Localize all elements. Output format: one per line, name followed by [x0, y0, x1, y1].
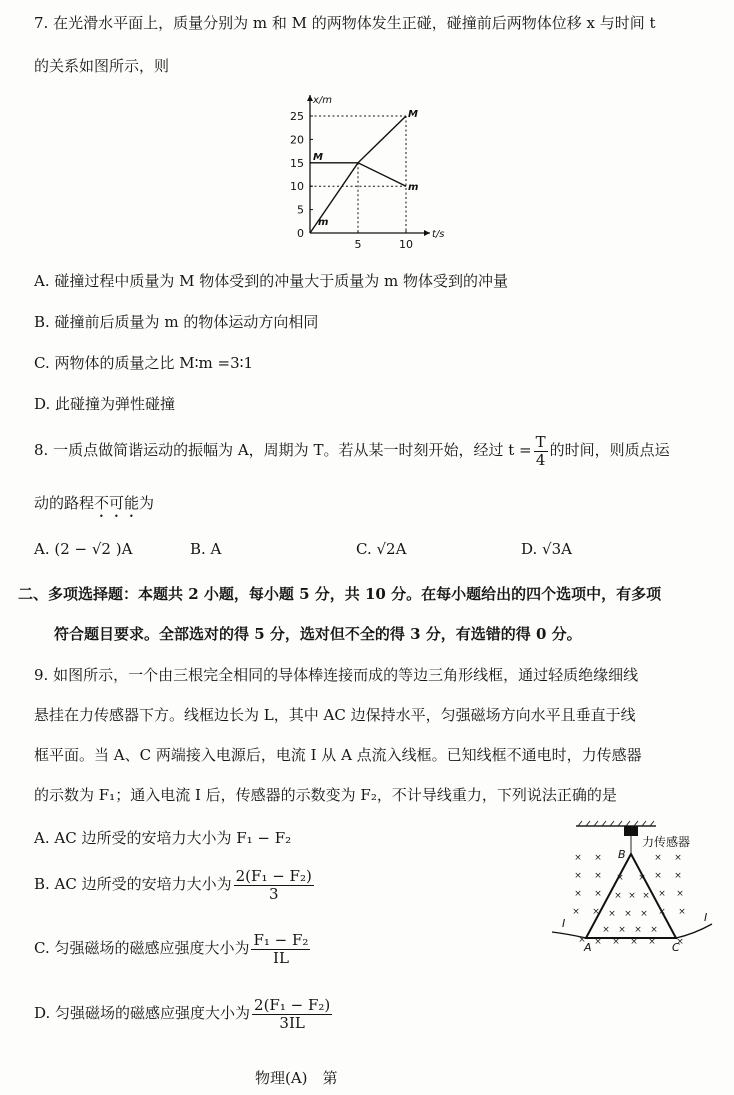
- q9-option-a: A. AC 边所受的安培力大小为 F₁ − F₂: [34, 829, 292, 847]
- q8-stem-line2: [34, 492, 154, 521]
- y-tick-label: 25: [290, 110, 304, 123]
- q8-stem-line2-b: 为: [139, 494, 155, 512]
- section2-line2: 符合题目要求。全部选对的得 5 分，选对但不全的得 3 分，有选错的得 0 分。: [54, 625, 582, 643]
- q7-option-b: B. 碰撞前后质量为 m 的物体运动方向相同: [34, 313, 319, 331]
- q9-option-b-text: B. AC 边所受的安培力大小为: [34, 875, 232, 893]
- field-cross-mark: ×: [618, 925, 626, 935]
- x-axis-label: t/s: [432, 229, 445, 240]
- field-cross-mark: ×: [624, 909, 632, 919]
- y-axis-label: x/m: [313, 94, 333, 106]
- y-tick-label: 10: [290, 180, 304, 194]
- field-cross-mark: ×: [654, 871, 662, 881]
- field-cross-mark: ×: [574, 871, 582, 881]
- q7-option-a: A. 碰撞过程中质量为 M 物体受到的冲量大于质量为 m 物体受到的冲量: [34, 272, 509, 290]
- vertex-b-label: B: [618, 848, 626, 861]
- q8-stem-part2: 的时间，则质点运: [549, 441, 670, 459]
- field-cross-mark: ×: [674, 871, 682, 881]
- y-tick-label: 5: [297, 203, 304, 217]
- field-cross-mark: ×: [592, 907, 600, 917]
- field-cross-mark: ×: [678, 907, 686, 917]
- x-tick-label: 5: [354, 238, 362, 250]
- q8-option-b: B. A: [190, 540, 222, 558]
- current-left-label: I: [562, 917, 566, 930]
- q8-fraction: [534, 434, 548, 469]
- q8-option-a: A. (2 − √2 )A: [34, 540, 133, 558]
- field-cross-mark: ×: [658, 889, 666, 899]
- q9-option-b-num: 2(F₁ − F₂): [235, 866, 312, 885]
- field-cross-mark: ×: [608, 909, 616, 919]
- field-cross-mark: ×: [612, 937, 620, 947]
- q7-option-d: D. 此碰撞为弹性碰撞: [34, 395, 176, 413]
- q7-stem-line1: 7. 在光滑水平面上，质量分别为 m 和 M 的两物体发生正碰，碰撞前后两物体位移 x 与时间 t: [34, 14, 656, 32]
- vertex-a-label: A: [584, 941, 592, 954]
- q9-option-c-frac: [251, 932, 310, 967]
- vertex-c-label: C: [672, 941, 680, 954]
- field-cross-mark: ×: [574, 889, 582, 899]
- field-cross-mark: ×: [628, 891, 636, 901]
- q8-option-d: D. √3A: [521, 540, 572, 558]
- q9-line1: 9. 如图所示，一个由三根完全相同的导体棒连接而成的等边三角形线框，通过轻质绝缘细线: [34, 666, 639, 684]
- q9-line4: 的示数为 F₁；通入电流 I 后，传感器的示数变为 F₂，不计导线重力，下列说法正确的是: [34, 786, 617, 804]
- field-cross-mark: ×: [638, 873, 646, 883]
- q9-option-b-frac: [234, 868, 314, 903]
- label-m-end: m: [408, 182, 419, 194]
- y-tick-label: 20: [290, 133, 304, 147]
- q8-stem-line1: [34, 432, 670, 469]
- q9-option-d: [34, 995, 334, 1032]
- q7-stem-line2: 的关系如图所示，则: [34, 57, 170, 75]
- q9-option-c: [34, 930, 312, 967]
- lead-right: [676, 924, 712, 938]
- q8-option-c: C. √2A: [356, 540, 407, 558]
- q8-frac-den: 4: [535, 450, 546, 469]
- field-cross-mark: ×: [616, 873, 624, 883]
- q9-option-d-text: D. 匀强磁场的磁感应强度大小为: [34, 1004, 251, 1022]
- q9-option-c-text: C. 匀强磁场的磁感应强度大小为: [34, 939, 250, 957]
- y-tick-label: 15: [290, 156, 304, 170]
- q9-option-c-num: F₁ − F₂: [253, 930, 309, 949]
- label-m-start: m: [318, 217, 329, 228]
- force-sensor: [624, 826, 638, 836]
- q8-stem-line2-a: 动的路程: [34, 494, 95, 512]
- field-cross-mark: ×: [634, 925, 642, 935]
- q9-option-b: [34, 866, 316, 903]
- q9-line3: 框平面。当 A、C 两端接入电源后，电流 I 从 A 点流入线框。已知线框不通电时，力传感器: [34, 746, 642, 764]
- field-cross-mark: ×: [676, 937, 684, 947]
- field-cross-mark: ×: [594, 889, 602, 899]
- q9-option-b-den: 3: [268, 884, 279, 903]
- sensor-label: 力传感器: [642, 835, 691, 849]
- q9-option-d-den: 3IL: [279, 1013, 305, 1032]
- field-cross-mark: ×: [574, 853, 582, 863]
- q9-option-c-den: IL: [273, 948, 289, 967]
- current-right-label: I: [704, 911, 708, 924]
- field-cross-mark: ×: [676, 889, 684, 899]
- field-cross-mark: ×: [602, 925, 610, 935]
- q8-stem-part1: 8. 一质点做简谐运动的振幅为 A，周期为 T。若从某一时刻开始，经过 t =: [34, 441, 532, 459]
- x-tick-label: 10: [399, 238, 413, 250]
- field-cross-mark: ×: [648, 937, 656, 947]
- field-cross-mark: ×: [572, 907, 580, 917]
- field-cross-mark: ×: [642, 891, 650, 901]
- q9-figure: [548, 820, 718, 955]
- label-M-end: M: [408, 109, 418, 120]
- q8-emphasis: 不可能: [94, 494, 140, 512]
- x-axis-arrow: [424, 230, 430, 236]
- q9-line2: 悬挂在力传感器下方。线框边长为 L，其中 AC 边保持水平，匀强磁场方向水平且垂直于线: [34, 706, 636, 724]
- field-cross-mark: ×: [614, 891, 622, 901]
- q7-graph: [280, 85, 470, 250]
- field-cross-mark: ×: [674, 853, 682, 863]
- q8-frac-num: T: [535, 432, 546, 451]
- label-M-start: M: [313, 151, 323, 163]
- field-cross-mark: ×: [594, 871, 602, 881]
- section2-line1: 二、多项选择题：本题共 2 小题，每小题 5 分，共 10 分。在每小题给出的四个选项中，有多项: [18, 585, 662, 603]
- page-footer: 物理(A) 第: [255, 1069, 338, 1087]
- field-cross-mark: ×: [654, 853, 662, 863]
- field-cross-mark: ×: [594, 853, 602, 863]
- series-line-m: [310, 116, 406, 233]
- q9-option-d-num: 2(F₁ − F₂): [254, 995, 331, 1014]
- q9-option-d-frac: [252, 997, 332, 1032]
- q7-option-c: C. 两物体的质量之比 M∶m =3∶1: [34, 354, 254, 372]
- y-tick-label: 0: [297, 227, 304, 240]
- field-cross-mark: ×: [650, 925, 658, 935]
- field-cross-mark: ×: [658, 907, 666, 917]
- field-cross-mark: ×: [640, 909, 648, 919]
- field-cross-mark: ×: [578, 935, 586, 945]
- field-cross-mark: ×: [630, 937, 638, 947]
- field-cross-mark: ×: [594, 937, 602, 947]
